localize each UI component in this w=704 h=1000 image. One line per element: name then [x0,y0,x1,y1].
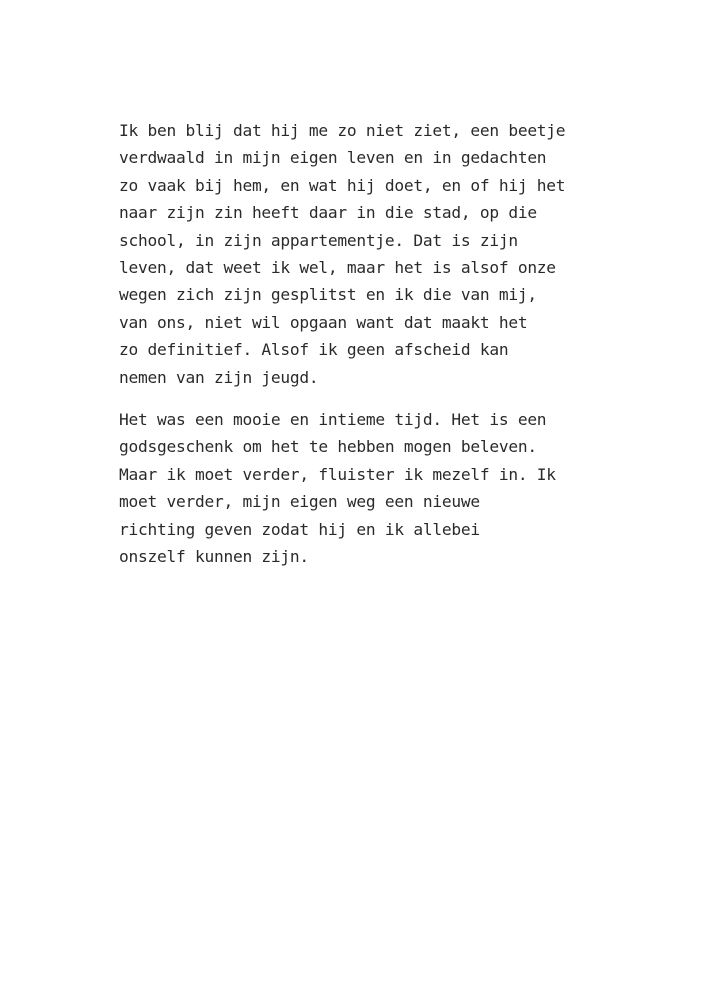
text-line: school, in zijn appartementje. Dat is zijn [119,230,518,250]
text-line: richting geven zodat hij en ik allebei [119,519,480,539]
text-line: moet verder, mijn eigen weg een nieuwe [119,492,480,512]
text-line: leven, dat weet ik wel, maar het is alsof onze [119,258,556,278]
paragraph-1 [119,117,599,391]
text-line: van ons, niet wil opgaan want dat maakt het [119,312,528,332]
text-line: Het was een mooie en intieme tijd. Het is een [119,410,547,430]
text-line: wegen zich zijn gesplitst en ik die van mij, [119,285,537,305]
paragraph-2 [119,406,599,570]
text-line: nemen van zijn jeugd. [119,367,319,387]
text-line: zo definitief. Alsof ik geen afscheid kan [119,340,509,360]
text-line: godsgeschenk om het te hebben mogen beleven. [119,437,537,457]
text-line: Ik ben blij dat hij me zo niet ziet, een beetje [119,121,566,140]
text-line: zo vaak bij hem, en wat hij doet, en of hij het [119,175,566,195]
text-line: onszelf kunnen zijn. [119,547,309,567]
body-text [119,117,599,571]
text-line: naar zijn zin heeft daar in die stad, op die [119,203,537,223]
text-line: verdwaald in mijn eigen leven en in gedachten [119,148,547,168]
text-line: Maar ik moet verder, fluister ik mezelf in. Ik [119,464,556,484]
